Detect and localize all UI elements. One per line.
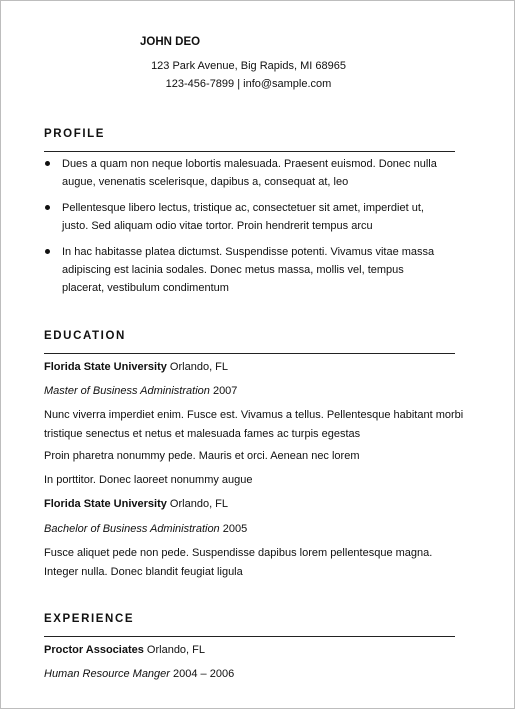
education-detail-line: Proin pharetra nonummy pede. Mauris et orci. Aenean nec lorem bbox=[44, 450, 360, 462]
school-name: Florida State University bbox=[44, 498, 167, 510]
profile-heading: PROFILE bbox=[44, 128, 106, 140]
bullet-icon bbox=[45, 249, 50, 254]
profile-bullet-text: Pellentesque libero lectus, tristique ac, consectetuer sit amet, imperdiet ut, justo. Sed aliquam odio vitae tortor. Proin hendrerit tempus arcu bbox=[62, 202, 424, 232]
contact-line: 123-456-7899 | info@sample.com bbox=[165, 78, 332, 90]
company-name: Proctor Associates bbox=[44, 644, 144, 656]
school-location: Orlando, FL bbox=[166, 361, 229, 373]
company-location: Orlando, FL bbox=[143, 644, 205, 656]
profile-bullet-text: In hac habitasse platea dictumst. Suspendisse potenti. Vivamus vitae massa adipiscing est lacinia sodales. Donec metus massa, mollis vel, tempus placerat, vestibulum condimentum bbox=[62, 246, 435, 294]
profile-bullet bbox=[44, 199, 444, 235]
profile-list bbox=[44, 155, 444, 305]
education-detail-line: In porttitor. Donec laoreet nonummy augue bbox=[44, 474, 253, 486]
school-location: Orlando, FL bbox=[166, 498, 229, 510]
profile-bullet bbox=[44, 155, 444, 191]
address-line: 123 Park Avenue, Big Rapids, MI 68965 bbox=[151, 60, 346, 72]
candidate-name: JOHN DEO bbox=[140, 36, 201, 48]
degree-line bbox=[44, 382, 464, 400]
experience-entry-header bbox=[44, 641, 464, 659]
bullet-icon bbox=[45, 161, 50, 166]
profile-divider bbox=[44, 151, 455, 152]
education-detail-line: Integer nulla. Donec blandit feugiat ligula bbox=[44, 566, 243, 578]
experience-divider bbox=[44, 636, 455, 637]
profile-bullet bbox=[44, 243, 444, 297]
degree-line bbox=[44, 520, 464, 538]
job-years: 2004 – 2006 bbox=[169, 668, 235, 680]
education-heading: EDUCATION bbox=[44, 330, 126, 342]
degree-name: Master of Business Administration bbox=[44, 385, 210, 397]
education-entry-header bbox=[44, 495, 464, 513]
degree-year: 2005 bbox=[219, 523, 248, 535]
degree-name: Bachelor of Business Administration bbox=[44, 523, 220, 535]
education-detail-line: tristique senectus et netus et malesuada fames ac turpis egestas bbox=[44, 428, 361, 440]
experience-heading: EXPERIENCE bbox=[44, 613, 135, 625]
degree-year: 2007 bbox=[209, 385, 238, 397]
education-entry-header bbox=[44, 358, 464, 376]
school-name: Florida State University bbox=[44, 361, 167, 373]
bullet-icon bbox=[45, 205, 50, 210]
education-detail-line: Fusce aliquet pede non pede. Suspendisse dapibus lorem pellentesque magna. bbox=[44, 547, 433, 559]
profile-bullet-text: Dues a quam non neque lobortis malesuada. Praesent euismod. Donec nulla augue, venenatis scelerisque, dapibus a, consequat at, leo bbox=[62, 158, 437, 188]
education-divider bbox=[44, 353, 455, 354]
job-title-line bbox=[44, 665, 464, 683]
education-detail-line: Nunc viverra imperdiet enim. Fusce est. Vivamus a tellus. Pellentesque habitant morbi bbox=[44, 409, 464, 421]
job-title: Human Resource Manger bbox=[44, 668, 170, 680]
